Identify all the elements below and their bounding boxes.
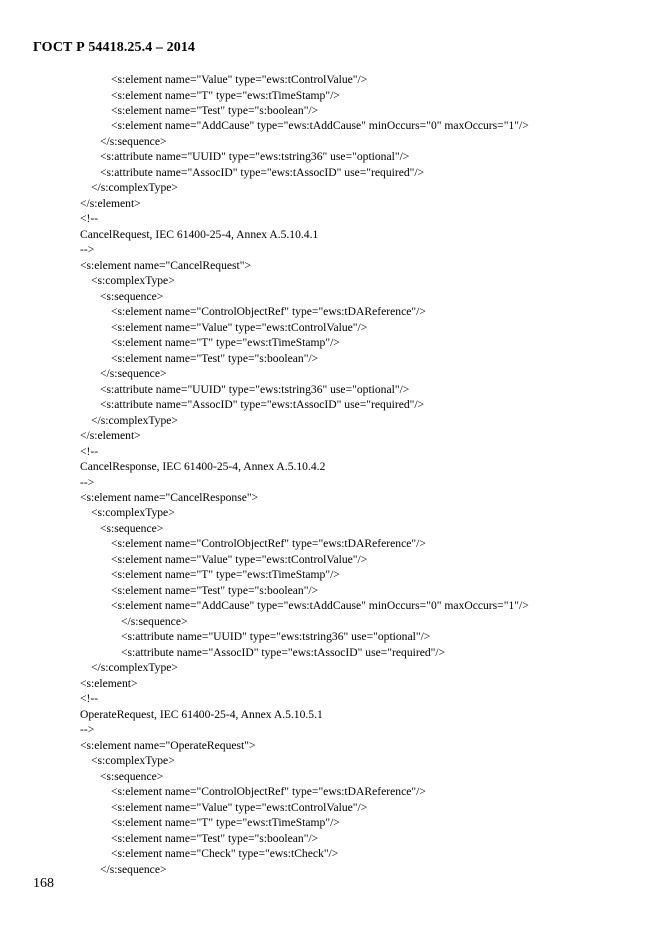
code-line: <s:element name="Value" type="ews:tControlValue"/> [111, 320, 368, 334]
code-line: <s:element name="T" type="ews:tTimeStamp"/> [111, 336, 340, 350]
code-line: <s:element name="Value" type="ews:tControlValue"/> [111, 800, 368, 814]
code-line: <s:attribute name="AssocID" type="ews:tAssocID" use="required"/> [100, 165, 425, 179]
code-line: <s:attribute name="UUID" type="ews:tstring36" use="optional"/> [121, 630, 431, 644]
code-line: </s:complexType> [91, 661, 178, 675]
code-line: <s:element name="AddCause" type="ews:tAddCause" minOccurs="0" maxOccurs="1"/> [111, 119, 529, 133]
code-line: </s:complexType> [91, 181, 178, 195]
code-line: <!-- [80, 212, 99, 226]
code-line: </s:complexType> [91, 413, 178, 427]
code-line: </s:sequence> [100, 862, 167, 876]
code-line: <s:complexType> [91, 754, 175, 768]
code-line: <s:attribute name="AssocID" type="ews:tAssocID" use="required"/> [121, 645, 446, 659]
code-line: </s:sequence> [100, 367, 167, 381]
code-line: OperateRequest, IEC 61400-25-4, Annex A.5.10.5.1 [80, 707, 323, 721]
code-line: <s:element name="T" type="ews:tTimeStamp"/> [111, 88, 340, 102]
code-line: <s:element name="CancelRequest"> [80, 258, 252, 272]
code-line: <s:sequence> [100, 769, 164, 783]
code-line: <s:element name="ControlObjectRef" type="ews:tDAReference"/> [111, 785, 426, 799]
code-line: CancelResponse, IEC 61400-25-4, Annex A.5.10.4.2 [80, 460, 326, 473]
code-line: </s:element> [80, 196, 141, 210]
code-line: --> [80, 475, 95, 489]
code-line: <s:element name="AddCause" type="ews:tAddCause" minOccurs="0" maxOccurs="1"/> [111, 599, 529, 613]
code-line: <s:sequence> [100, 289, 164, 303]
code-line: <s:element name="Test" type="s:boolean"/> [111, 831, 319, 845]
code-line: --> [80, 723, 95, 737]
code-line: <s:sequence> [100, 521, 164, 535]
code-line: <s:element name="Test" type="s:boolean"/> [111, 583, 319, 597]
code-line: <s:attribute name="UUID" type="ews:tstring36" use="optional"/> [100, 382, 410, 396]
code-line: <s:element name="CancelResponse"> [80, 491, 259, 504]
code-line: <s:element name="ControlObjectRef" type="ews:tDAReference"/> [111, 305, 426, 319]
code-line: <!-- [80, 444, 99, 458]
code-line: <s:element name="Test" type="s:boolean"/> [111, 104, 319, 117]
code-line: <s:element name="ControlObjectRef" type="ews:tDAReference"/> [111, 537, 426, 551]
code-line: <s:attribute name="AssocID" type="ews:tAssocID" use="required"/> [100, 398, 425, 412]
code-line: </s:element> [80, 429, 141, 442]
code-line: <s:element name="Test" type="s:boolean"/> [111, 351, 319, 365]
code-line: <s:element name="T" type="ews:tTimeStamp"/> [111, 816, 340, 829]
code-line: <s:element name="Check" type="ews:tCheck"/> [111, 847, 339, 860]
code-line: </s:sequence> [121, 614, 188, 628]
code-line: <s:complexType> [91, 274, 175, 288]
code-line: <s:element name="T" type="ews:tTimeStamp"/> [111, 568, 340, 582]
code-line: --> [80, 243, 95, 257]
code-line: <s:element> [80, 676, 138, 690]
code-line: <s:element name="OperateRequest"> [80, 738, 256, 752]
page-number: 168 [33, 876, 54, 891]
code-line: <s:complexType> [91, 506, 175, 520]
code-line: <s:element name="Value" type="ews:tControlValue"/> [111, 552, 368, 566]
page-header: ГОСТ Р 54418.25.4 – 2014 [33, 40, 196, 55]
code-line: </s:sequence> [100, 134, 167, 148]
code-line: <s:attribute name="UUID" type="ews:tstring36" use="optional"/> [100, 150, 410, 164]
code-line: <s:element name="Value" type="ews:tControlValue"/> [111, 73, 368, 86]
code-line: CancelRequest, IEC 61400-25-4, Annex A.5.10.4.1 [80, 227, 319, 241]
code-line: <!-- [80, 692, 99, 706]
